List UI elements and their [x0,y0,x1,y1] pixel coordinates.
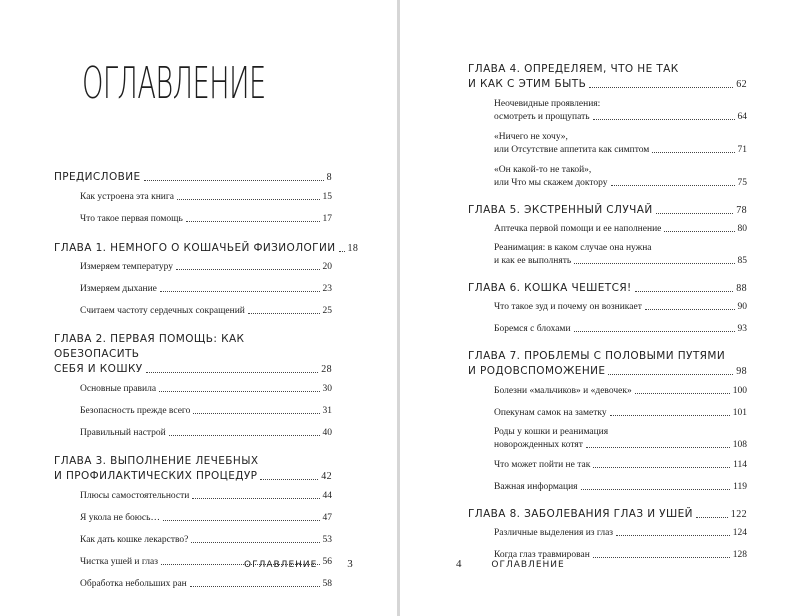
dot-leader [186,221,320,222]
toc-section-entry [54,512,332,525]
entry-page-number: 31 [322,406,332,416]
entry-title: Чистка ушей и глаз [80,557,159,567]
entry-title: Измеряем дыхание [80,284,157,294]
footer-left [244,558,353,570]
entry-page-number: 25 [322,306,332,316]
toc-chapter-entry [468,281,747,296]
entry-page-number: 80 [737,224,747,234]
dot-leader [645,309,735,310]
toc-section-entry [54,283,332,296]
entry-title: Аптечка первой помощи и ее наполнение [494,224,662,234]
toc-chapter-entry [54,454,332,484]
dot-leader [635,291,734,292]
entry-page-number: 114 [733,460,747,470]
right-page [400,0,800,616]
dot-leader [635,393,730,394]
entry-title: ГЛАВА 8. ЗАБОЛЕВАНИЯ ГЛАЗ И УШЕЙ [468,508,693,520]
dot-leader [574,263,734,264]
dot-leader [611,185,735,186]
toc-chapter-entry [468,349,747,379]
entry-page-number: 75 [737,178,747,188]
entry-title: осмотреть и прощупать [494,112,590,122]
entry-page-number: 98 [736,366,747,377]
entry-title: Что такое первая помощь [80,214,183,224]
dot-leader [169,435,320,436]
dot-leader [191,542,319,543]
entry-title: ГЛАВА 6. КОШКА ЧЕШЕТСЯ! [468,282,632,294]
entry-title: Различные выделения из глаз [494,528,614,538]
entry-page-number: 78 [736,205,747,216]
entry-title: или Что мы скажем доктору [494,178,608,188]
entry-title: Боремся с блохами [494,324,571,334]
dot-leader [616,535,730,536]
entry-page-number: 90 [737,302,747,312]
dot-leader [190,586,320,587]
entry-title: И КАК С ЭТИМ БЫТЬ [468,78,587,90]
entry-title: и как ее выполнять [494,256,572,266]
entry-page-number: 40 [322,428,332,438]
toc-section-entry [468,301,747,314]
entry-page-number: 85 [737,256,747,266]
dot-leader [574,331,735,332]
toc-section-entry [54,305,332,318]
entry-page-number: 17 [322,214,332,224]
toc-left [54,170,359,591]
entry-title: Обработка небольших ран [80,579,187,589]
entry-title: Что такое зуд и почему он возникает [494,302,642,312]
toc-chapter-entry [468,62,747,92]
entry-title: Как устроена эта книга [80,192,174,202]
entry-title: ГЛАВА 5. ЭКСТРЕННЫЙ СЛУЧАЙ [468,204,653,216]
dot-leader [248,313,320,314]
toc-section-entry [54,490,332,503]
footer-right [456,558,565,570]
entry-page-number: 8 [326,172,332,183]
dot-leader [192,498,319,499]
dot-leader [193,413,319,414]
entry-title: Опекунам самок на заметку [494,408,607,418]
footer-label: ОГЛАВЛЕНИЕ [491,560,565,570]
entry-page-number: 124 [732,528,747,538]
entry-page-number: 42 [321,471,332,482]
entry-title-line: Неочевидные проявления: [494,99,601,109]
dot-leader [176,269,320,270]
toc-section-entry [468,385,747,398]
dot-leader [696,517,728,518]
toc-chapter-entry [54,241,359,256]
dot-leader [586,447,730,448]
toc-right [468,62,747,562]
entry-title: Основные правила [80,384,157,394]
entry-page-number: 53 [322,535,332,545]
page-title: ОГЛАВЛЕНИЕ [82,58,266,109]
entry-title-line: Реанимация: в каком случае она нужна [494,243,652,253]
toc-section-entry [468,426,747,452]
entry-title: Что может пойти не так [494,460,591,470]
toc-chapter-entry [54,170,332,185]
toc-section-entry [54,427,332,440]
footer-label: ОГЛАВЛЕНИЕ [244,560,318,570]
entry-title: Правильный настрой [80,428,166,438]
entry-page-number: 18 [347,243,359,254]
toc-section-entry [54,213,332,226]
toc-section-entry [468,481,747,494]
entry-page-number: 88 [736,283,747,294]
entry-page-number: 100 [732,386,747,396]
entry-page-number: 56 [322,557,332,567]
dot-leader [664,231,734,232]
entry-title-line: Роды у кошки и реанимация [494,427,609,437]
entry-title: новорожденных котят [494,440,583,450]
entry-title: Болезни «мальчиков» и «девочек» [494,386,632,396]
entry-title-line: ГЛАВА 4. ОПРЕДЕЛЯЕМ, ЧТО НЕ ТАК [468,63,679,75]
entry-page-number: 47 [322,513,332,523]
toc-section-entry [468,131,747,157]
dot-leader [610,415,730,416]
entry-title: Важная информация [494,482,578,492]
dot-leader [159,391,319,392]
entry-page-number: 93 [737,324,747,334]
entry-title-line: ГЛАВА 7. ПРОБЛЕМЫ С ПОЛОВЫМИ ПУТЯМИ [468,350,726,362]
dot-leader [339,251,345,252]
dot-leader [260,479,318,480]
entry-page-number: 119 [733,482,747,492]
left-page [0,0,397,616]
entry-page-number: 23 [322,284,332,294]
toc-section-entry [468,223,747,236]
dot-leader [146,372,319,373]
toc-section-entry [54,405,332,418]
entry-title: СЕБЯ И КОШКУ [54,363,143,375]
entry-title: И РОДОВСПОМОЖЕНИЕ [468,365,606,377]
page-number: 4 [456,558,462,570]
entry-page-number: 15 [322,192,332,202]
dot-leader [589,87,733,88]
dot-leader [656,213,734,214]
entry-title-line: «Ничего не хочу», [494,132,568,142]
entry-page-number: 122 [730,509,747,520]
entry-page-number: 101 [732,408,747,418]
dot-leader [144,180,324,181]
entry-title: ГЛАВА 1. НЕМНОГО О КОШАЧЬЕЙ ФИЗИОЛОГИИ [54,242,336,254]
entry-page-number: 62 [736,79,747,90]
toc-section-entry [468,164,747,190]
entry-title: Когда глаз травмирован [494,550,590,560]
toc-section-entry [54,383,332,396]
toc-section-entry [468,323,747,336]
entry-title: Плюсы самостоятельности [80,491,190,501]
entry-title: Как дать кошке лекарство? [80,535,189,545]
entry-title: Считаем частоту сердечных сокращений [80,306,245,316]
entry-title: Измеряем температуру [80,262,173,272]
dot-leader [160,291,320,292]
entry-title: Безопасность прежде всего [80,406,191,416]
toc-section-entry [54,191,332,204]
entry-page-number: 58 [322,579,332,589]
toc-section-entry [468,459,747,472]
toc-section-entry [54,534,332,547]
dot-leader [593,119,735,120]
page-number: 3 [347,558,353,570]
entry-page-number: 30 [322,384,332,394]
entry-page-number: 64 [737,112,747,122]
toc-chapter-entry [54,332,332,377]
dot-leader [593,557,730,558]
toc-chapter-entry [468,507,747,522]
toc-section-entry [468,98,747,124]
toc-section-entry [468,407,747,420]
dot-leader [163,520,320,521]
dot-leader [608,374,733,375]
toc-section-entry [54,261,332,274]
dot-leader [652,152,734,153]
toc-section-entry [468,242,747,268]
entry-page-number: 20 [322,262,332,272]
entry-title: И ПРОФИЛАКТИЧЕСКИХ ПРОЦЕДУР [54,470,258,482]
dot-leader [593,467,730,468]
toc-chapter-entry [468,203,747,218]
entry-title: ПРЕДИСЛОВИЕ [54,171,141,183]
entry-page-number: 28 [321,364,332,375]
entry-page-number: 108 [732,440,747,450]
entry-page-number: 44 [322,491,332,501]
toc-section-entry [54,578,332,591]
dot-leader [581,489,731,490]
dot-leader [177,199,320,200]
entry-page-number: 128 [732,550,747,560]
entry-title-line: «Он какой-то не такой», [494,165,592,175]
entry-title: Я укола не боюсь… [80,513,160,523]
toc-section-entry [468,527,747,540]
entry-page-number: 71 [737,145,747,155]
entry-title-line: ГЛАВА 2. ПЕРВАЯ ПОМОЩЬ: КАК ОБЕЗОПАСИТЬ [54,333,245,360]
entry-title: или Отсутствие аппетита как симптом [494,145,650,155]
entry-title-line: ГЛАВА 3. ВЫПОЛНЕНИЕ ЛЕЧЕБНЫХ [54,455,259,467]
